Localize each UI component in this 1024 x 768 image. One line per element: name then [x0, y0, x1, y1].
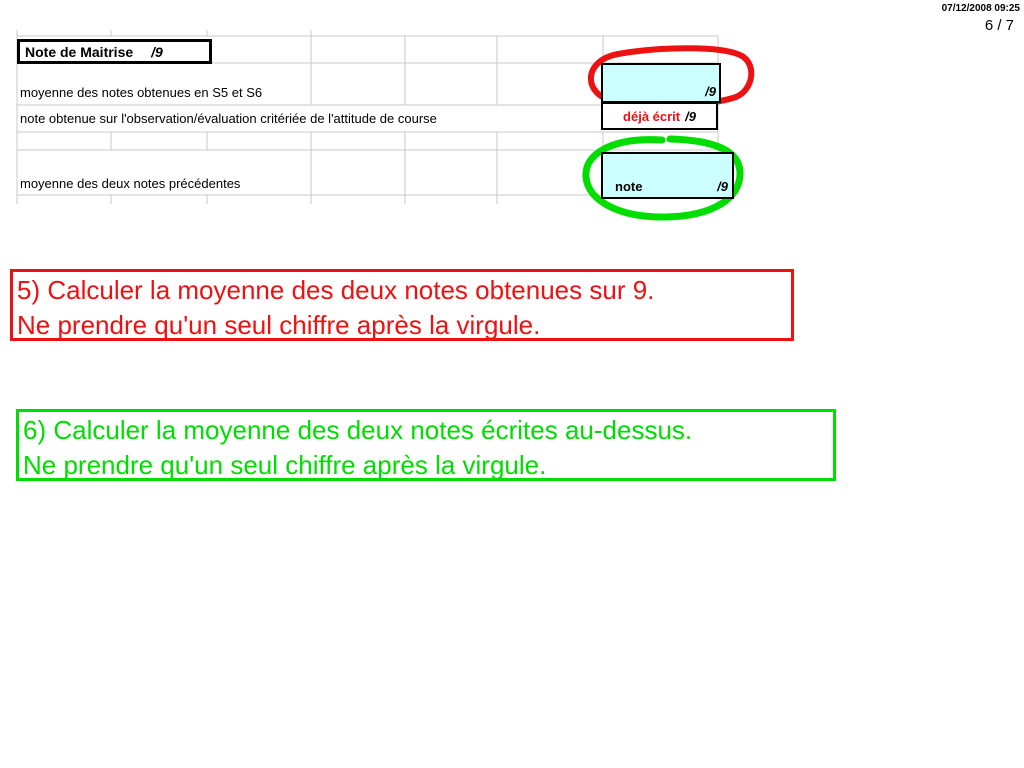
row-label-moyenne: moyenne des deux notes précédentes [20, 176, 241, 191]
instruction-step5-line2: Ne prendre qu'un seul chiffre après la virgule. [17, 310, 541, 340]
page-meta [942, 3, 1020, 34]
score-cell-moyenne[interactable] [601, 152, 734, 199]
score-cell-s5s6-score: /9 [705, 84, 716, 99]
row-label-observation: note obtenue sur l'observation/évaluation critériée de l'attitude de course [20, 111, 437, 126]
worksheet-title-label: Note de Maitrise [25, 43, 134, 60]
score-cell-moyenne-score: /9 [717, 179, 728, 194]
worksheet-title-cell [17, 39, 212, 64]
instruction-step5-box [10, 269, 794, 341]
instruction-step5-line1: 5) Calculer la moyenne des deux notes obtenues sur 9. [17, 275, 655, 305]
slide-page-number: 6 / 7 [984, 17, 1014, 34]
score-cell-observation [601, 102, 718, 130]
slide-datetime: 07/12/2008 09:25 [941, 3, 1020, 14]
score-cell-observation-score: /9 [685, 108, 696, 124]
instruction-step6-line1: 6) Calculer la moyenne des deux notes écrites au-dessus. [23, 415, 693, 445]
instruction-step6-box [16, 409, 836, 481]
instruction-step6-line2: Ne prendre qu'un seul chiffre après la virgule. [23, 450, 547, 480]
worksheet-title-score: /9 [151, 43, 163, 60]
score-cell-s5s6[interactable] [601, 63, 721, 103]
row-label-s5s6: moyenne des notes obtenues en S5 et S6 [20, 85, 263, 100]
score-cell-observation-value: déjà écrit [623, 108, 681, 124]
score-cell-moyenne-value: note [615, 179, 643, 194]
